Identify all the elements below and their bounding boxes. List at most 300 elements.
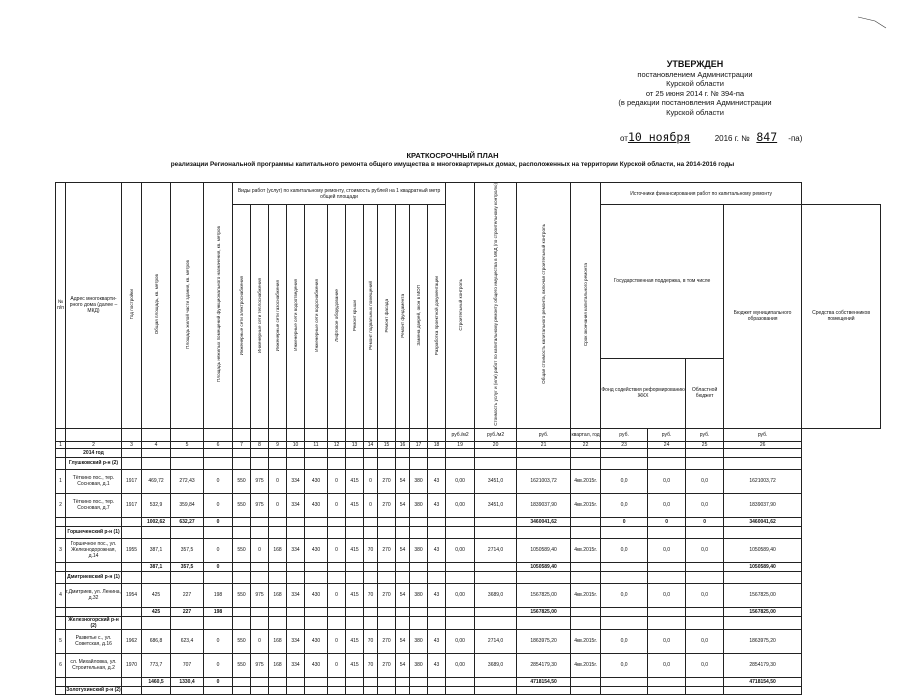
- table-cell: [122, 562, 142, 571]
- document-title-block: [0, 151, 905, 169]
- table-cell: [475, 616, 517, 629]
- municipal-sum: [686, 607, 724, 616]
- table-cell: [364, 526, 378, 538]
- row-own: 1050589,40: [724, 538, 802, 562]
- table-cell: [410, 526, 428, 538]
- row-work-cost: 430: [305, 583, 328, 607]
- table-cell: [171, 571, 204, 583]
- approval-title: УТВЕРЖДЕН: [666, 59, 724, 69]
- row-living-area: 357,5: [171, 538, 204, 562]
- unit-cell: [287, 428, 305, 441]
- table-cell: [686, 616, 724, 629]
- municipal-sum: [686, 677, 724, 686]
- table-cell: [305, 517, 328, 526]
- table-cell: [204, 457, 233, 469]
- row-work-cost: 415: [346, 493, 364, 517]
- table-cell: [517, 686, 571, 694]
- table-cell: [571, 517, 601, 526]
- table-cell: [305, 526, 328, 538]
- row-work-cost: 430: [305, 538, 328, 562]
- table-cell: [346, 677, 364, 686]
- table-cell: [475, 607, 517, 616]
- table-cell: [56, 686, 66, 694]
- row-municipal: 0,0: [686, 469, 724, 493]
- table-cell: [410, 448, 428, 457]
- table-cell: [475, 562, 517, 571]
- table-cell: [378, 517, 396, 526]
- table-cell: [346, 457, 364, 469]
- unit-cell: [346, 428, 364, 441]
- row-work-cost: 334: [287, 629, 305, 653]
- table-cell: [346, 616, 364, 629]
- municipal-sum: 0: [686, 517, 724, 526]
- row-nonres-area: 0: [204, 469, 233, 493]
- row-total-area: 686,8: [142, 629, 171, 653]
- table-cell: [410, 562, 428, 571]
- unit-cell: руб./м2: [446, 428, 475, 441]
- regional-sum: [648, 607, 686, 616]
- table-cell: [305, 607, 328, 616]
- table-cell: [346, 517, 364, 526]
- table-cell: [396, 457, 410, 469]
- header-work-3: Инженерные сети газоснабжения: [269, 205, 287, 429]
- table-cell: [346, 448, 364, 457]
- row-term: 4кв.2015г.: [571, 653, 601, 677]
- table-cell: [428, 677, 446, 686]
- living-area-sum: 632,27: [171, 517, 204, 526]
- table-cell: [428, 571, 446, 583]
- row-total-cost: 1863975,20: [517, 629, 571, 653]
- table-cell: [378, 616, 396, 629]
- row-regional: 0,0: [648, 538, 686, 562]
- row-work-cost: 54: [396, 653, 410, 677]
- row-own: 2854179,30: [724, 653, 802, 677]
- own-sum: 3460041,62: [724, 517, 802, 526]
- row-work-cost: 70: [364, 629, 378, 653]
- row-control: 0,00: [446, 469, 475, 493]
- table-cell: [475, 686, 517, 694]
- district-row: [56, 571, 881, 583]
- row-work-cost: 270: [378, 538, 396, 562]
- table-cell: [171, 448, 204, 457]
- column-number: 22: [571, 441, 601, 448]
- row-nonres-area: 0: [204, 493, 233, 517]
- column-number: 23: [601, 441, 648, 448]
- table-cell: [378, 562, 396, 571]
- table-cell: [410, 517, 428, 526]
- table-cell: [648, 616, 686, 629]
- row-control: 0,00: [446, 629, 475, 653]
- table-cell: [56, 616, 66, 629]
- column-number: 1: [56, 441, 66, 448]
- table-cell: [142, 526, 171, 538]
- table-cell: [378, 448, 396, 457]
- row-number: 6: [56, 653, 66, 677]
- table-cell: [66, 562, 122, 571]
- unit-cell: [396, 428, 410, 441]
- column-number: 5: [171, 441, 204, 448]
- table-row: [56, 538, 881, 562]
- row-nonres-area: 198: [204, 583, 233, 607]
- table-cell: [396, 677, 410, 686]
- row-work-cost: 430: [305, 653, 328, 677]
- own-sum: 1050589,40: [724, 562, 802, 571]
- row-fund: 0,0: [601, 538, 648, 562]
- row-work-cost: 380: [410, 469, 428, 493]
- table-cell: [171, 526, 204, 538]
- table-cell: [171, 686, 204, 694]
- row-control: 0,00: [446, 538, 475, 562]
- approval-line: постановлением Администрации: [637, 69, 753, 79]
- table-cell: [475, 571, 517, 583]
- unit-cell: [204, 428, 233, 441]
- row-term: 4кв.2015г.: [571, 493, 601, 517]
- unit-cell: [428, 428, 446, 441]
- table-cell: [171, 616, 204, 629]
- table-cell: [724, 571, 802, 583]
- table-cell: [328, 616, 346, 629]
- table-cell: [328, 562, 346, 571]
- row-work-cost: 430: [305, 469, 328, 493]
- row-regional: 0,0: [648, 653, 686, 677]
- row-work-cost: 550: [233, 583, 251, 607]
- table-cell: [378, 526, 396, 538]
- table-cell: [446, 686, 475, 694]
- row-nonres-area: 0: [204, 538, 233, 562]
- order-prefix: от: [620, 134, 628, 143]
- table-cell: [601, 457, 648, 469]
- table-cell: [269, 686, 287, 694]
- table-cell: [287, 562, 305, 571]
- table-cell: [287, 457, 305, 469]
- table-cell: [305, 571, 328, 583]
- table-cell: [328, 448, 346, 457]
- header-year: Год постройки: [122, 183, 142, 429]
- header-work-2: Инженерные сети теплоснабжения: [251, 205, 269, 429]
- row-address: Разветье с., ул. Советская, д.16: [66, 629, 122, 653]
- row-work-cost: 270: [378, 493, 396, 517]
- row-work-cost: 550: [233, 629, 251, 653]
- table-cell: [251, 517, 269, 526]
- table-cell: [287, 616, 305, 629]
- row-year: 1955: [122, 538, 142, 562]
- table-cell: [287, 607, 305, 616]
- row-work-cost: 168: [269, 583, 287, 607]
- table-cell: [428, 562, 446, 571]
- own-sum: 4718154,50: [724, 677, 802, 686]
- unit-cell: руб./м2: [475, 428, 517, 441]
- column-number: 15: [378, 441, 396, 448]
- row-total-area: 387,1: [142, 538, 171, 562]
- table-cell: [122, 448, 142, 457]
- table-cell: [251, 607, 269, 616]
- row-municipal: 0,0: [686, 493, 724, 517]
- table-cell: [346, 686, 364, 694]
- year-row: [56, 448, 881, 457]
- row-municipal: 0,0: [686, 538, 724, 562]
- table-cell: [171, 457, 204, 469]
- row-work-cost: 54: [396, 538, 410, 562]
- table-cell: [724, 616, 802, 629]
- table-row: [56, 629, 881, 653]
- row-work-cost: 975: [251, 469, 269, 493]
- column-number: 16: [396, 441, 410, 448]
- table-row: [56, 493, 881, 517]
- table-cell: [648, 448, 686, 457]
- header-own: Средства собственников помещений: [802, 205, 881, 429]
- table-cell: [364, 457, 378, 469]
- table-cell: [122, 571, 142, 583]
- table-cell: [571, 686, 601, 694]
- table-cell: [269, 607, 287, 616]
- table-cell: [517, 616, 571, 629]
- table-cell: [233, 607, 251, 616]
- row-fund: 0,0: [601, 583, 648, 607]
- district-total-row: [56, 677, 881, 686]
- table-cell: [328, 457, 346, 469]
- table-cell: [328, 686, 346, 694]
- table-cell: [233, 686, 251, 694]
- table-row: [56, 583, 881, 607]
- row-address: г.Дмитриев, ул. Ленина, д.32: [66, 583, 122, 607]
- row-work-cost: 270: [378, 653, 396, 677]
- row-year: 1954: [122, 583, 142, 607]
- table-cell: [378, 607, 396, 616]
- column-number: 2: [66, 441, 122, 448]
- fund-sum: [601, 562, 648, 571]
- row-address: Тёткино пос., тер. Сосновая, д.1: [66, 469, 122, 493]
- row-work-cost: 43: [428, 583, 446, 607]
- group-label: Горшеченский р-н (1): [66, 526, 122, 538]
- total-cost-sum: 3460041,62: [517, 517, 571, 526]
- table-cell: [66, 517, 122, 526]
- unit-cell: руб.: [601, 428, 648, 441]
- table-cell: [142, 457, 171, 469]
- row-work-cost: 70: [364, 583, 378, 607]
- row-work-cost: 415: [346, 653, 364, 677]
- row-term: 4кв.2015г.: [571, 469, 601, 493]
- unit-cell: руб.: [686, 428, 724, 441]
- row-regional: 0,0: [648, 629, 686, 653]
- order-number: 847: [756, 130, 778, 144]
- row-work-cost: 0: [364, 469, 378, 493]
- row-year: 1962: [122, 629, 142, 653]
- row-work-cost: 550: [233, 469, 251, 493]
- row-year: 1917: [122, 493, 142, 517]
- table-cell: [475, 448, 517, 457]
- row-work-cost: 0: [328, 538, 346, 562]
- header-nonres-area: Площадь нежилых помещений функционального назначения, кв. метров: [204, 183, 233, 429]
- order-date: 10 ноября: [627, 130, 691, 144]
- row-work-cost: 0: [269, 469, 287, 493]
- district-total-row: [56, 607, 881, 616]
- column-number: 11: [305, 441, 328, 448]
- row-work-cost: 54: [396, 493, 410, 517]
- table-cell: [446, 517, 475, 526]
- table-cell: [686, 686, 724, 694]
- row-fund: 0,0: [601, 469, 648, 493]
- table-cell: [251, 571, 269, 583]
- header-term: Срок окончания капитального ремонта: [571, 183, 601, 429]
- row-work-cost: 43: [428, 538, 446, 562]
- column-number: 3: [122, 441, 142, 448]
- table-cell: [648, 571, 686, 583]
- row-work-cost: 0: [364, 493, 378, 517]
- table-cell: [571, 607, 601, 616]
- table-cell: [287, 526, 305, 538]
- column-number: 10: [287, 441, 305, 448]
- total-cost-sum: 1050589,40: [517, 562, 571, 571]
- pen-stroke-mark: [857, 15, 887, 29]
- row-work-cost: 270: [378, 469, 396, 493]
- row-term: 4кв.2015г.: [571, 538, 601, 562]
- row-living-area: 707: [171, 653, 204, 677]
- row-work-cost: 975: [251, 653, 269, 677]
- row-own: 1567825,00: [724, 583, 802, 607]
- table-cell: [142, 448, 171, 457]
- table-cell: [410, 571, 428, 583]
- table-cell: [56, 457, 66, 469]
- unit-cell: [251, 428, 269, 441]
- table-cell: [305, 616, 328, 629]
- living-area-sum: 1330,4: [171, 677, 204, 686]
- district-total-row: [56, 562, 881, 571]
- unit-cell: [410, 428, 428, 441]
- column-number: 7: [233, 441, 251, 448]
- row-term: 4кв.2015г.: [571, 583, 601, 607]
- table-cell: [571, 457, 601, 469]
- row-work-cost: 334: [287, 493, 305, 517]
- table-cell: [328, 526, 346, 538]
- order-reference: [620, 130, 880, 144]
- table-cell: [571, 571, 601, 583]
- header-total-area: Общая площадь, кв. метров: [142, 183, 171, 429]
- table-cell: [428, 448, 446, 457]
- row-regional: 0,0: [648, 469, 686, 493]
- table-cell: [56, 562, 66, 571]
- table-cell: [56, 571, 66, 583]
- municipal-sum: [686, 562, 724, 571]
- table-cell: [724, 457, 802, 469]
- table-cell: [517, 457, 571, 469]
- table-cell: [724, 448, 802, 457]
- row-term: 4кв.2015г.: [571, 629, 601, 653]
- row-own: 1839037,90: [724, 493, 802, 517]
- table-cell: [686, 526, 724, 538]
- row-municipal: 0,0: [686, 583, 724, 607]
- table-cell: [251, 448, 269, 457]
- row-work-cost: 54: [396, 629, 410, 653]
- row-number: 1: [56, 469, 66, 493]
- fund-sum: 0: [601, 517, 648, 526]
- nonres-area-sum: 0: [204, 677, 233, 686]
- row-total-cost: 2854179,30: [517, 653, 571, 677]
- table-cell: [122, 607, 142, 616]
- row-nonres-area: 0: [204, 653, 233, 677]
- table-cell: [517, 448, 571, 457]
- header-living-area: Площадь жилой части здания, кв. метров: [171, 183, 204, 429]
- table-cell: [410, 677, 428, 686]
- total-area-sum: 387,1: [142, 562, 171, 571]
- row-work-cost: 43: [428, 653, 446, 677]
- row-work-cost: 415: [346, 469, 364, 493]
- table-cell: [305, 677, 328, 686]
- column-number: 19: [446, 441, 475, 448]
- table-cell: [410, 686, 428, 694]
- regional-sum: 0: [648, 517, 686, 526]
- row-number: 5: [56, 629, 66, 653]
- total-cost-sum: 1567825,00: [517, 607, 571, 616]
- table-cell: [346, 526, 364, 538]
- row-cost-sqm: 3451,0: [475, 493, 517, 517]
- table-cell: [56, 526, 66, 538]
- header-total-cost: Общая стоимость капитального ремонта, включая строительный контроль: [517, 183, 571, 429]
- table-cell: [446, 457, 475, 469]
- table-cell: [346, 571, 364, 583]
- row-total-area: 425: [142, 583, 171, 607]
- row-work-cost: 168: [269, 653, 287, 677]
- table-cell: [601, 571, 648, 583]
- table-cell: [305, 457, 328, 469]
- row-work-cost: 334: [287, 653, 305, 677]
- regional-sum: [648, 677, 686, 686]
- unit-cell: [305, 428, 328, 441]
- table-cell: [269, 526, 287, 538]
- table-cell: [364, 616, 378, 629]
- row-fund: 0,0: [601, 653, 648, 677]
- header-state-support: Государственная поддержка, в том числе: [601, 205, 724, 359]
- row-work-cost: 550: [233, 493, 251, 517]
- row-work-cost: 70: [364, 653, 378, 677]
- row-work-cost: 0: [328, 629, 346, 653]
- header-cost-sqm: Стоимость услуг и (или) работ по капитальному ремонту общего имущества в МКД (по строительному контролю): [475, 183, 517, 429]
- row-fund: 0,0: [601, 493, 648, 517]
- row-living-area: 623,4: [171, 629, 204, 653]
- header-work-7: Ремонт крыши: [346, 205, 364, 429]
- table-cell: [428, 526, 446, 538]
- table-row: [56, 653, 881, 677]
- approval-block: [590, 60, 800, 118]
- unit-cell: квартал, год: [571, 428, 601, 441]
- table-cell: [410, 607, 428, 616]
- table-cell: [346, 562, 364, 571]
- header-address: Адрес многокварти-рного дома (далее – МКД): [66, 183, 122, 429]
- row-work-cost: 0: [269, 493, 287, 517]
- nonres-area-sum: 0: [204, 517, 233, 526]
- table-cell: [378, 677, 396, 686]
- row-living-area: 272,43: [171, 469, 204, 493]
- nonres-area-sum: 0: [204, 562, 233, 571]
- unit-cell: [171, 428, 204, 441]
- unit-cell: [328, 428, 346, 441]
- column-number: 18: [428, 441, 446, 448]
- table-cell: [287, 517, 305, 526]
- header-fund: Фонд содействия реформированию ЖКХ: [601, 358, 686, 428]
- district-total-row: [56, 517, 881, 526]
- row-work-cost: 334: [287, 538, 305, 562]
- header-work-10: Ремонт фундамента: [396, 205, 410, 429]
- unit-cell: руб.: [517, 428, 571, 441]
- header-work-4: Инженерные сети водоотведения: [287, 205, 305, 429]
- table-cell: [571, 616, 601, 629]
- table-cell: [251, 686, 269, 694]
- table-cell: [233, 526, 251, 538]
- district-row: [56, 686, 881, 694]
- total-cost-sum: 4718154,50: [517, 677, 571, 686]
- header-work-5: Инженерные сети водоснабжения: [305, 205, 328, 429]
- row-work-cost: 380: [410, 538, 428, 562]
- table-cell: [66, 607, 122, 616]
